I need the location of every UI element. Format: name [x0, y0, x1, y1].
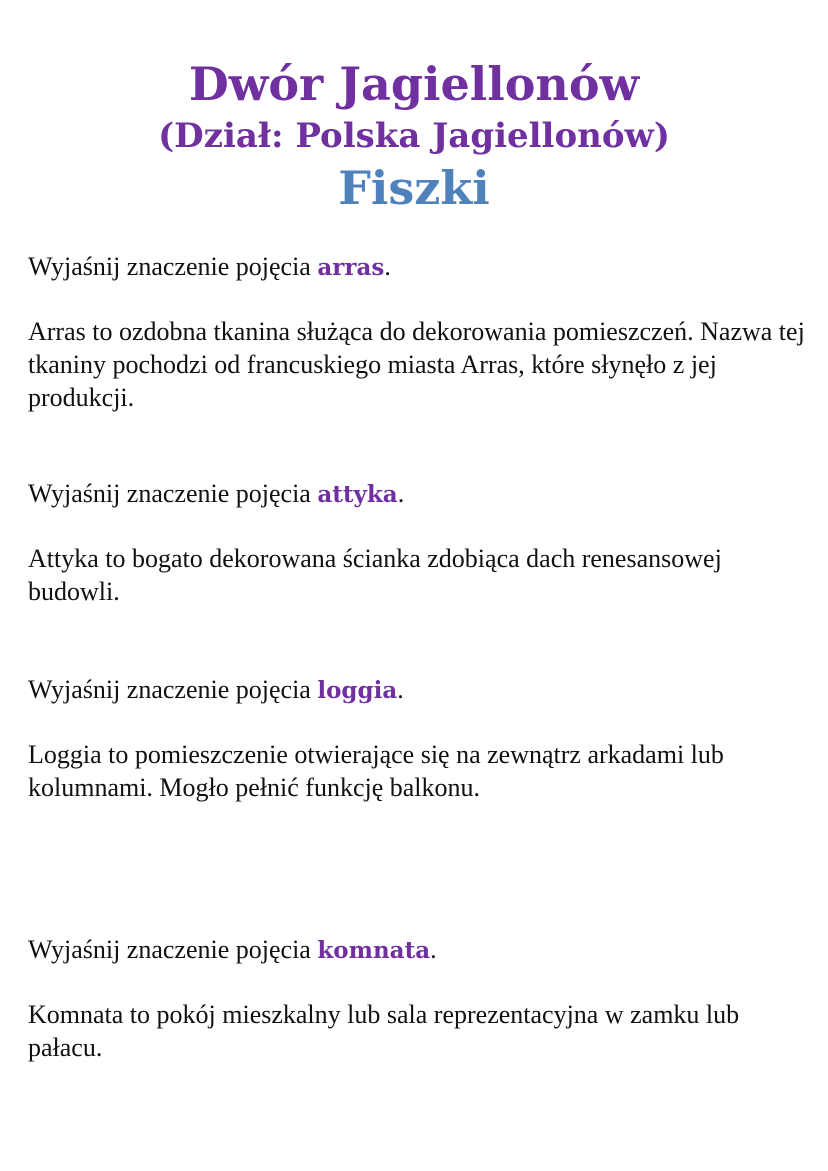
flashcard-loggia [28, 673, 818, 804]
question-suffix: . [397, 479, 405, 508]
term: loggia [317, 677, 398, 704]
flashcard-answer: Arras to ozdobna tkanina służąca do dekorowania pomieszczeń. Nazwa tej tkaniny pochodzi od francuskiego miasta Arras, które słynęło z jej produkcji. [28, 317, 805, 412]
flashcard-arras [28, 250, 818, 414]
question-prefix: Wyjaśnij znaczenie pojęcia [28, 935, 318, 964]
document-label: Fiszki [338, 161, 490, 215]
flashcard-komnata [28, 933, 818, 1064]
flashcard-question [28, 673, 818, 707]
document-title: Dwór Jagiellonów [188, 57, 640, 111]
question-suffix: . [397, 675, 404, 704]
term: komnata [317, 937, 431, 964]
flashcard-answer: Komnata to pokój mieszkalny lub sala reprezentacyjna w zamku lub pałacu. [28, 1000, 740, 1062]
question-prefix: Wyjaśnij znaczenie pojęcia [28, 252, 318, 281]
term: arras [317, 254, 385, 281]
flashcard-answer: Loggia to pomieszczenie otwierające się na zewnątrz arkadami lub kolumnami. Mogło pełnić funkcję balkonu. [28, 740, 724, 802]
document-subtitle: (Dział: Polska Jagiellonów) [158, 116, 670, 156]
flashcard-question [28, 250, 818, 284]
flashcard-question [28, 477, 818, 511]
question-suffix: . [384, 252, 391, 281]
flashcard-attyka [28, 477, 818, 608]
question-prefix: Wyjaśnij znaczenie pojęcia [28, 675, 318, 704]
flashcard-answer: Attyka to bogato dekorowana ścianka zdobiąca dach renesansowej budowli. [28, 544, 722, 606]
question-prefix: Wyjaśnij znaczenie pojęcia [28, 479, 318, 508]
question-suffix: . [430, 935, 437, 964]
term: attyka [317, 481, 398, 508]
document-header [0, 55, 828, 217]
flashcard-question [28, 933, 818, 967]
